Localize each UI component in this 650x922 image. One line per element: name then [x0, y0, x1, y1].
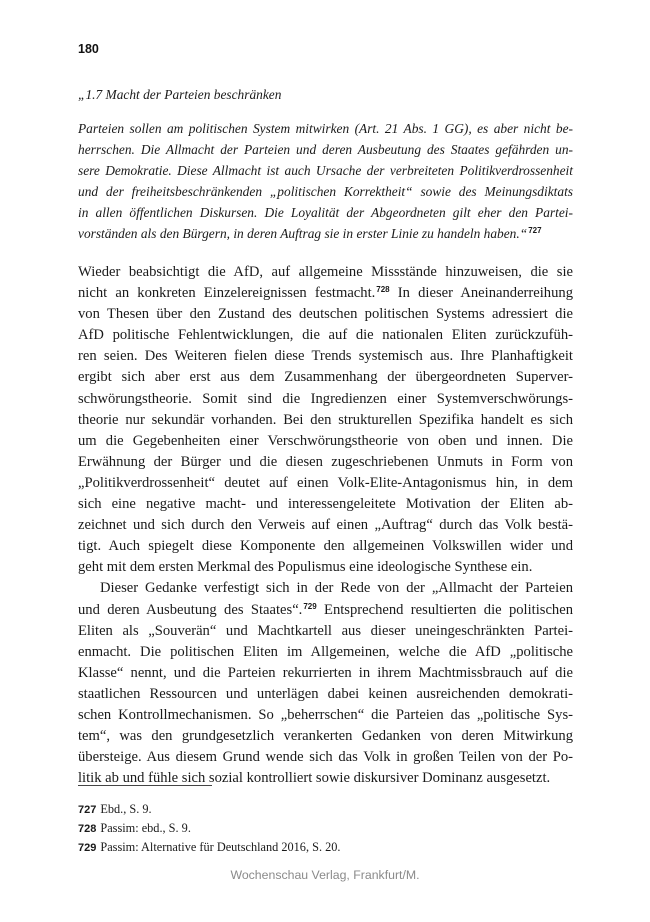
- quote-line-last: [78, 223, 573, 244]
- body-line: von Thesen über den Zustand des deutschen politischen Systems adressiert die: [78, 306, 573, 323]
- quote-line: in allen öffentlichen Diskursen. Die Loyalität der Abgeordneten gilt eher den Partei-: [78, 205, 573, 220]
- footnote-text: Ebd., S. 9.: [100, 802, 152, 816]
- body-line: staatlichen Ressourcen und unterlägen dabei keinen ausreichenden demokrati-: [78, 685, 573, 702]
- body-text-segment: und deren Ausbeutung des Staates“.: [78, 601, 303, 618]
- body-line: schwörungstheorie. Somit sind die Ingredienzen einer Systemverschwörungs-: [78, 390, 573, 407]
- body-text-segment: nicht an konkreten Einzelereignissen festmacht.: [78, 285, 376, 302]
- body-line: Dieser Gedanke verfestigt sich in der Rede von der „Allmacht der Parteien: [100, 580, 573, 597]
- body-line: Wieder beabsichtigt die AfD, auf allgemeine Missstände hinzuweisen, die sie: [78, 264, 573, 280]
- body-line: Erwähnung der Bürger und die diesen zugeschriebenen Unmuts in Form von: [78, 453, 573, 470]
- body-line: ergibt sich aber erst aus dem Zusammenhang der übergeordneten Superver-: [78, 369, 573, 386]
- footnote-ref-729[interactable]: 729: [303, 601, 317, 611]
- footnote-number: 728: [78, 823, 97, 835]
- footnote-727: [78, 800, 573, 819]
- publisher-watermark: Wochenschau Verlag, Frankfurt/M.: [230, 868, 420, 882]
- page-number: 180: [78, 42, 99, 56]
- body-line: schen Kontrollmechanismen. So „beherrschen“ die Parteien das „politische Sys-: [78, 706, 573, 723]
- body-line: um die Gegebenheiten einer Verschwörungstheorie von oben und innen. Die: [78, 432, 573, 449]
- footnote-number: 727: [78, 804, 97, 816]
- paragraph-2: [78, 578, 573, 789]
- quote-line: herrschen. Die Allmacht der Parteien und deren Ausbeutung des Staates gefährden un-: [78, 142, 573, 157]
- body-line: litik ab und fühle sich sozial kontrolliert sowie diskursiver Dominanz ausgesetzt.: [78, 770, 551, 787]
- footnote-728: [78, 819, 573, 838]
- body-line: „Politikverdrossenheit“ deutet auf einen Volk-Elite-Antagonismus hin, in dem: [78, 474, 573, 491]
- footnote-number: 729: [78, 842, 97, 854]
- body-line: tigt. Auch spiegelt diese Komponente den allgemeinen Volkswillen wider und: [78, 538, 573, 555]
- footnote-divider: [78, 785, 212, 786]
- quote-line: vorständen als den Bürgern, in deren Auftrag sie in erster Linie zu handeln haben.“: [78, 226, 528, 241]
- paragraph-1: [78, 262, 573, 578]
- body-line: zeichnet und sich durch den Verweis auf einen „Auftrag“ durch das Volk bestä-: [78, 517, 573, 534]
- footnote-ref-728[interactable]: 728: [376, 285, 390, 295]
- body-text-segment: In dieser Aneinanderreihung: [389, 285, 573, 302]
- quote-line: und der freiheitsbeschränkenden „politischen Korrektheit“ sowie des Meinungsdiktats: [78, 184, 573, 199]
- body-line: AfD politische Fehlentwicklungen, die auf die nationalen Eliten zurückzufüh-: [78, 327, 573, 344]
- block-quote: [78, 84, 573, 244]
- footnote-729: [78, 838, 573, 857]
- body-text: [78, 262, 573, 789]
- body-line: tem“, was den grundgesetzlich verankerten Gedanken von deren Mitwirkung: [78, 728, 573, 745]
- body-line: sich eine negative macht- und interessengeleitete Motivation der Eliten ab-: [78, 496, 573, 513]
- body-line: übersteige. Aus diesem Grund wende sich das Volk in großen Teilen von der Po-: [78, 749, 573, 766]
- footnote-text: Passim: Alternative für Deutschland 2016, S. 20.: [100, 840, 341, 854]
- body-line: Eliten als „Souverän“ und Machtkartell aus dieser uneingeschränkten Partei-: [78, 622, 573, 639]
- footnote-text: Passim: ebd., S. 9.: [100, 821, 191, 835]
- quote-heading: „1.7 Macht der Parteien beschränken: [78, 87, 282, 102]
- body-line: [78, 283, 573, 304]
- body-text-segment: Entsprechend resultierten die politischen: [316, 601, 573, 618]
- quote-line: sere Demokratie. Diese Allmacht ist auch Ursache der verbreiteten Politikverdrossenheit: [78, 163, 573, 178]
- body-line: geht mit dem ersten Merkmal des Populismus eine ideologische Synthese ein.: [78, 559, 533, 576]
- body-line: theorie nur sekundär vorhanden. Bei den strukturellen Spezifika handelt es sich: [78, 411, 573, 428]
- quote-text: [78, 118, 573, 244]
- footnote-ref-727[interactable]: 727: [528, 226, 542, 235]
- body-line: enmacht. Die politischen Eliten im Allgemeinen, welche die AfD „politische: [78, 643, 573, 660]
- body-line: ren seien. Des Weiteren fielen diese Trends systemisch aus. Ihre Planhaftigkeit: [78, 348, 573, 365]
- body-line: Klasse“ nennt, und die Parteien rekurrierten in ihrem Machtmissbrauch auf die: [78, 664, 573, 681]
- quote-line: Parteien sollen am politischen System mitwirken (Art. 21 Abs. 1 GG), es aber nicht be-: [78, 121, 573, 136]
- body-line: [78, 600, 573, 621]
- footnotes: [78, 800, 573, 857]
